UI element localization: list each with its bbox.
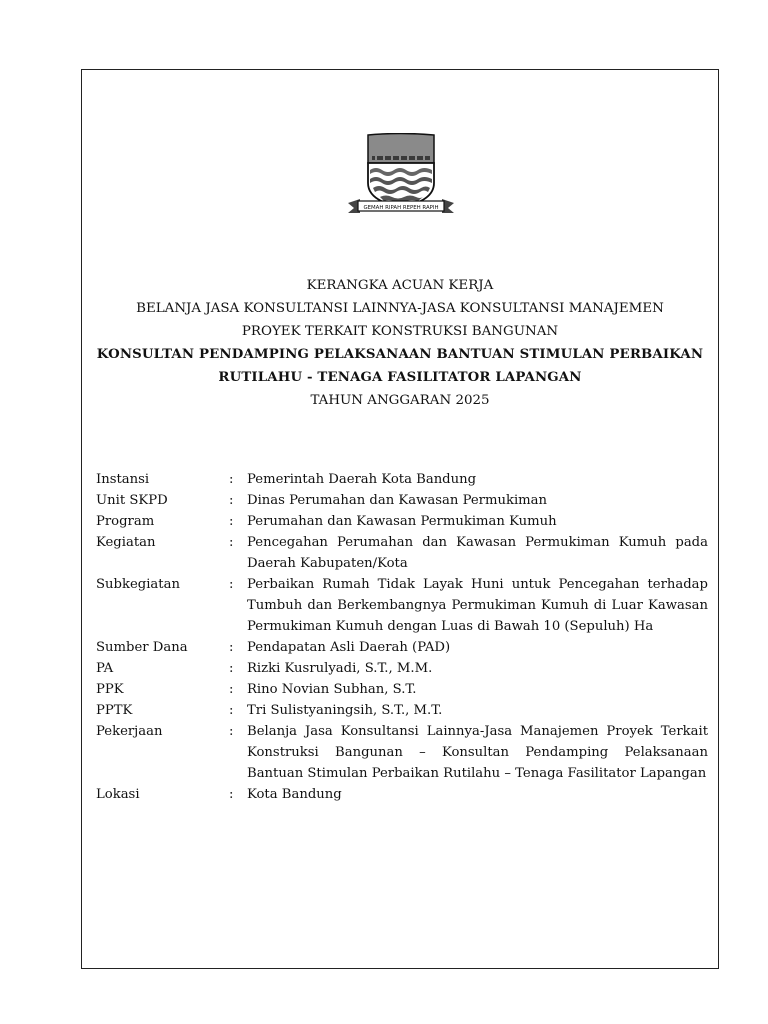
info-colon: : (229, 493, 234, 508)
info-colon: : (229, 661, 234, 676)
info-colon: : (229, 535, 234, 550)
svg-text:GEMAH RIPAH REPEH RAPIH: GEMAH RIPAH REPEH RAPIH (363, 205, 439, 211)
info-label: Sumber Dana (96, 640, 188, 655)
document-title-block (82, 274, 718, 412)
info-colon: : (229, 787, 234, 802)
info-label: PPK (96, 682, 124, 697)
info-value: Pencegahan Perumahan dan Kawasan Permukiman Kumuh pada Daerah Kabupaten/Kota (247, 535, 708, 571)
info-label: PPTK (96, 703, 133, 718)
title-line-6: TAHUN ANGGARAN 2025 (310, 393, 490, 408)
info-value: Perumahan dan Kawasan Permukiman Kumuh (247, 514, 557, 529)
info-value: Tri Sulistyaningsih, S.T., M.T. (247, 703, 443, 718)
info-row-kegiatan (96, 532, 708, 574)
info-colon: : (229, 682, 234, 697)
info-row-subkegiatan (96, 574, 708, 637)
title-line-4: KONSULTAN PENDAMPING PELAKSANAAN BANTUAN STIMULAN PERBAIKAN (96, 347, 704, 362)
info-table (96, 469, 708, 805)
info-label: Kegiatan (96, 535, 156, 550)
info-label: Instansi (96, 472, 150, 487)
info-label: Pekerjaan (96, 724, 163, 739)
info-row-sumber-dana (96, 637, 708, 658)
info-colon: : (229, 577, 234, 592)
info-colon: : (229, 724, 234, 739)
info-value: Pemerintah Daerah Kota Bandung (247, 472, 477, 487)
info-row-lokasi (96, 784, 708, 805)
info-colon: : (229, 703, 234, 718)
info-value: Pendapatan Asli Daerah (PAD) (247, 640, 451, 655)
info-label: PA (96, 661, 114, 676)
info-value: Kota Bandung (247, 787, 342, 802)
info-value: Perbaikan Rumah Tidak Layak Huni untuk Pencegahan terhadap Tumbuh dan Berkembangnya Permukiman Kumuh di Luar Kawasan Permukiman Kumuh dengan Luas di Bawah 10 (Sepuluh) Ha (247, 577, 708, 634)
title-line-1: KERANGKA ACUAN KERJA (306, 278, 494, 293)
info-label: Lokasi (96, 787, 140, 802)
info-row-unit-skpd (96, 490, 708, 511)
info-row-pa (96, 658, 708, 679)
title-line-2: BELANJA JASA KONSULTANSI LAINNYA-JASA KONSULTANSI MANAJEMEN (136, 301, 664, 316)
title-line-3: PROYEK TERKAIT KONSTRUKSI BANGUNAN (241, 324, 559, 339)
info-colon: : (229, 472, 234, 487)
info-label: Subkegiatan (96, 577, 180, 592)
info-row-ppk (96, 679, 708, 700)
info-colon: : (229, 514, 234, 529)
info-row-program (96, 511, 708, 532)
info-colon: : (229, 640, 234, 655)
info-row-instansi (96, 469, 708, 490)
info-value: Belanja Jasa Konsultansi Lainnya-Jasa Manajemen Proyek Terkait Konstruksi Bangunan – Konsultan Pendamping Pelaksanaan Bantuan Stimulan Perbaikan Rutilahu – Tenaga Fasilitator Lapangan (247, 724, 708, 781)
info-label: Unit SKPD (96, 493, 168, 508)
info-row-pekerjaan (96, 721, 708, 784)
city-coat-of-arms-icon (346, 133, 456, 215)
info-value: Dinas Perumahan dan Kawasan Permukiman (247, 493, 548, 508)
info-value: Rizki Kusrulyadi, S.T., M.M. (247, 661, 433, 676)
info-value: Rino Novian Subhan, S.T. (247, 682, 417, 697)
info-label: Program (96, 514, 155, 529)
title-line-5: RUTILAHU - TENAGA FASILITATOR LAPANGAN (218, 370, 582, 385)
info-row-pptk (96, 700, 708, 721)
